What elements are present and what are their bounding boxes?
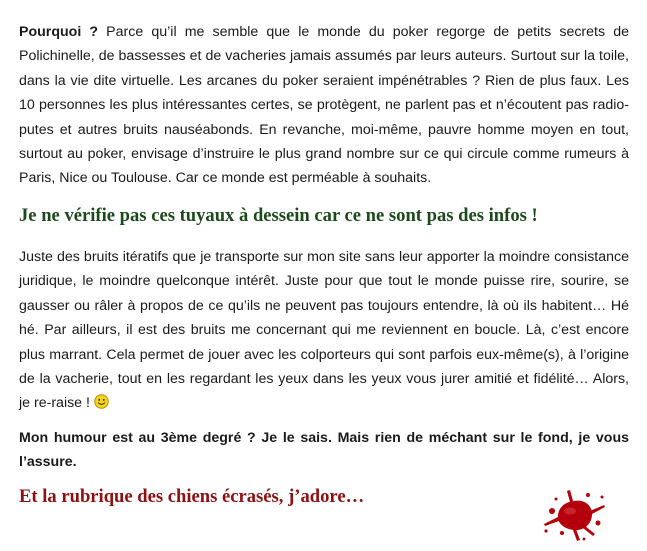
paragraph-intro (19, 20, 629, 191)
smiley-icon (94, 394, 109, 409)
heading-no-verify: Je ne vérifie pas ces tuyaux à dessein car ce ne sont pas des infos ! (19, 205, 538, 226)
paragraph-rumors-text: Juste des bruits itératifs que je transporte sur mon site sans leur apporter la moindre consistance juridique, le moindre quelconque intérêt. Juste pour que tout le monde puisse rire, sourire, se gausser ou râler à propos de ce qu’ils ne peuvent pas toujours entendre, là où ils habitent… Hé hé. Par ailleurs, il est des bruits me concernant qui me reviennent en boucle. Là, c’est encore plus marrant. Cela permet de jouer avec les colporteurs qui sont parfois eux-même(s), à l’origine de la vacherie, tout en les regardant les yeux dans les yeux vous jurer amitié et fidélité… Alors, je re-raise ! (19, 249, 629, 412)
paragraph-intro-lead: Pourquoi ? (19, 24, 99, 40)
paragraph-rumors (19, 245, 629, 416)
paragraph-humour: Mon humour est au 3ème degré ? Je le sais. Mais rien de méchant sur le fond, je vous l’assure. (19, 430, 629, 471)
article-content (19, 20, 629, 507)
heading-dead-dogs: Et la rubrique des chiens écrasés, j’adore… (19, 486, 365, 507)
blood-splatter-icon (540, 487, 608, 543)
paragraph-intro-text: Parce qu’il me semble que le monde du poker regorge de petits secrets de Polichinelle, de bassesses et de vacheries jamais assumés par leurs auteurs. Surtout sur la toile, dans la vie dite virtuelle. Les arcanes du poker seraient impénétrables ? Rien de plus faux. Les 10 personnes les plus intéressantes certes, se protègent, ne parlent pas et n’écoutent pas radio-putes et autres bruits nauséabonds. En revanche, moi-même, pauvre homme moyen en tout, surtout au poker, envisage d’instruire le plus grand nombre sur ce qui circule comme rumeurs à Paris, Nice ou Toulouse. Car ce monde est perméable à souhaits. (19, 24, 629, 187)
